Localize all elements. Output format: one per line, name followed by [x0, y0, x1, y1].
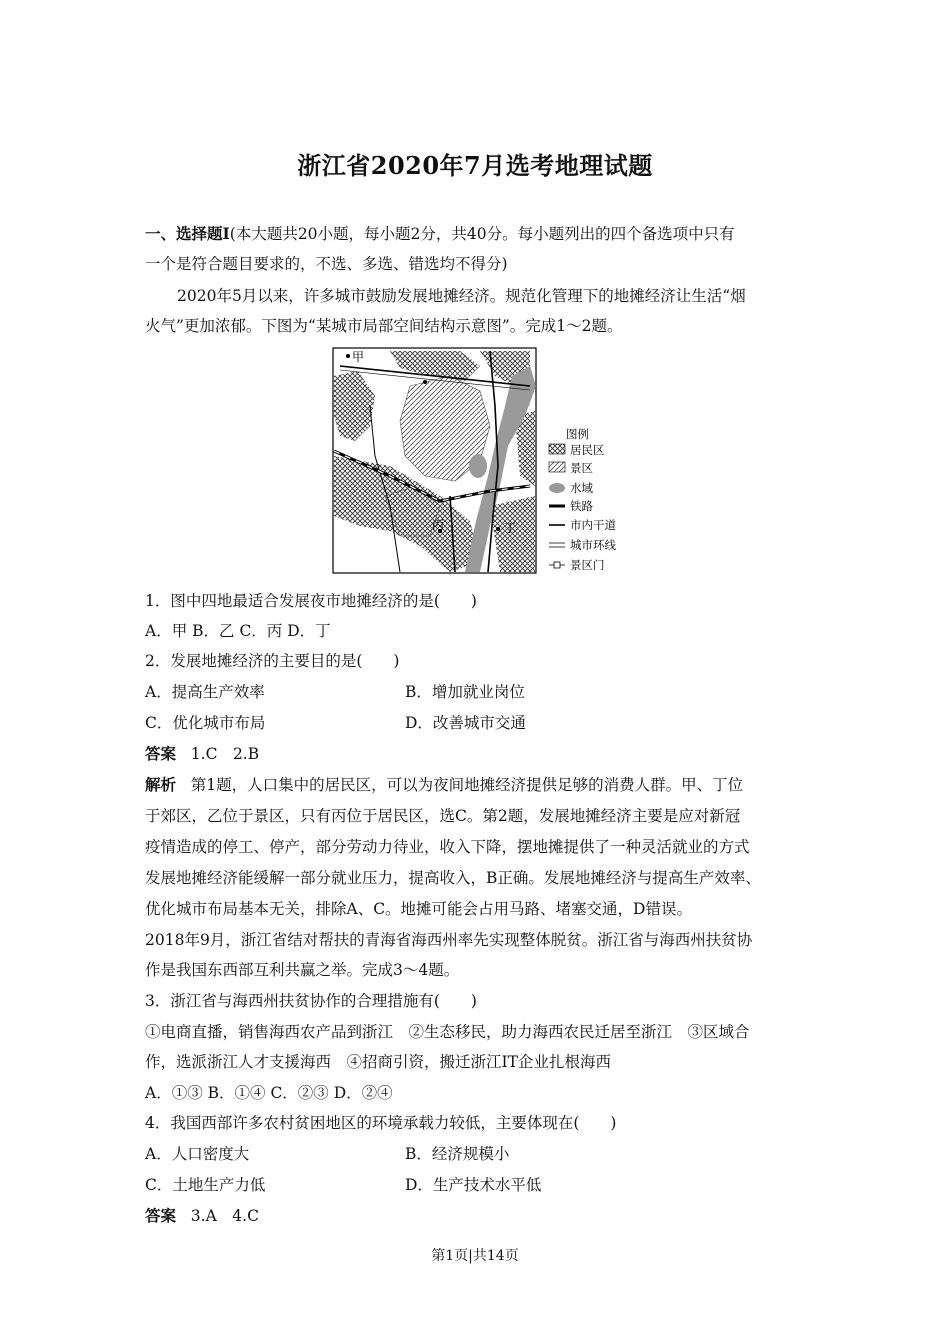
city-structure-map [330, 346, 630, 578]
legend-title: 图例 [566, 427, 589, 441]
place-jia-label: 甲 [352, 350, 365, 364]
analysis-line3: 疫情造成的停工、停产，部分劳动力待业，收入下降，摆地摊提供了一种灵活就业的方式 [145, 838, 750, 856]
place-yi-marker [423, 380, 427, 384]
question-1-stem: 1．图中四地最适合发展夜市地摊经济的是( ) [145, 592, 477, 610]
page-footer: 第1页|共14页 [431, 1248, 519, 1264]
question-3-items-2: 作，选派浙江人才支援海西 ④招商引资，搬迁浙江IT企业扎根海西 [145, 1053, 611, 1071]
legend-scenic-swatch [549, 462, 565, 472]
legend-gate-label: 景区门 [570, 558, 605, 572]
legend-railway-label: 铁路 [570, 499, 593, 513]
analysis-line4: 发展地摊经济能缓解一部分就业压力，提高收入，B正确。发展地摊经济与提高生产效率、 [145, 869, 761, 887]
section-description: (本大题共20小题，每小题2分，共40分。每小题列出的四个备选项中只有 [229, 225, 735, 243]
answer-text: 3.A 4.C [190, 1207, 259, 1225]
legend-residential-label: 居民区 [570, 443, 605, 457]
place-ding-marker [496, 527, 500, 531]
legend-main-road-label: 市内干道 [570, 518, 616, 532]
section-heading: 一、选择题Ⅰ [145, 224, 230, 243]
question-4-option-b: B．经济规模小 [405, 1145, 510, 1163]
answer-1-2 [145, 744, 259, 764]
question-3-items-1: ①电商直播，销售海西农产品到浙江 ②生态移民，助力海西农民迁居至浙江 ③区域合 [145, 1023, 750, 1041]
question-4-option-a: A．人口密度大 [145, 1145, 250, 1163]
place-ding-label: 丁 [504, 521, 517, 535]
answer-label: 答案 [145, 744, 177, 763]
question-3-stem: 3．浙江省与海西州扶贫协作的合理措施有( ) [145, 992, 477, 1010]
analysis-line2: 于郊区，乙位于景区，只有丙位于居民区，选C。第2题，发展地摊经济主要是应对新冠 [145, 807, 741, 825]
question-2-option-b: B．增加就业岗位 [405, 683, 525, 701]
question-4-option-d: D．生产技术水平低 [405, 1176, 542, 1194]
passage2-line1: 2018年9月，浙江省结对帮扶的青海省海西州率先实现整体脱贫。浙江省与海西州扶贫协 [145, 931, 753, 949]
page-title: 浙江省2020年7月选考地理试题 [297, 151, 653, 180]
legend-ring-road-label: 城市环线 [570, 538, 616, 552]
question-1-options: A．甲 B．乙 C．丙 D．丁 [145, 622, 331, 640]
answer-text: 1.C 2.B [190, 745, 260, 763]
passage1-line1: 2020年5月以来，许多城市鼓励发展地摊经济。规范化管理下的地摊经济让生活“烟 [177, 287, 746, 305]
question-4-stem: 4．我国西部许多农村贫困地区的环境承载力较低，主要体现在( ) [145, 1114, 617, 1132]
question-2-option-a: A．提高生产效率 [145, 683, 265, 701]
place-bing-label: 丙 [432, 518, 445, 532]
legend-residential-swatch [549, 444, 565, 454]
answer-3-4 [145, 1206, 259, 1226]
passage1-line2: 火气”更加浓郁。下图为“某城市局部空间结构示意图”。完成1～2题。 [145, 317, 623, 335]
section-heading-line [145, 224, 735, 244]
analysis-label: 解析 [145, 775, 177, 794]
question-4-option-c: C．土地生产力低 [145, 1176, 266, 1194]
legend-gate-swatch [554, 562, 560, 568]
question-2-stem: 2．发展地摊经济的主要目的是( ) [145, 652, 400, 670]
legend-water-swatch [549, 483, 565, 493]
legend-scenic-label: 景区 [570, 461, 593, 475]
legend-water-label: 水域 [570, 481, 593, 495]
passage2-line2: 作是我国东西部互利共赢之举。完成3～4题。 [145, 961, 460, 979]
lake [469, 454, 487, 478]
legend-ring-road-swatch [549, 543, 565, 547]
question-2-option-c: C．优化城市布局 [145, 714, 266, 732]
question-2-option-d: D．改善城市交通 [405, 714, 526, 732]
analysis-line1: 解析 第1题，人口集中的居民区，可以为夜间地摊经济提供足够的消费人群。甲、丁位 [145, 775, 744, 794]
place-jia-marker [346, 354, 350, 358]
answer-label: 答案 [145, 1206, 177, 1225]
section-description-2: 一个是符合题目要求的，不选、多选、错选均不得分) [145, 255, 508, 273]
question-3-options: A．①③ B．①④ C．②③ D．②④ [145, 1084, 393, 1102]
analysis-line5: 优化城市布局基本无关，排除A、C。地摊可能会占用马路、堵塞交通，D错误。 [145, 900, 692, 918]
